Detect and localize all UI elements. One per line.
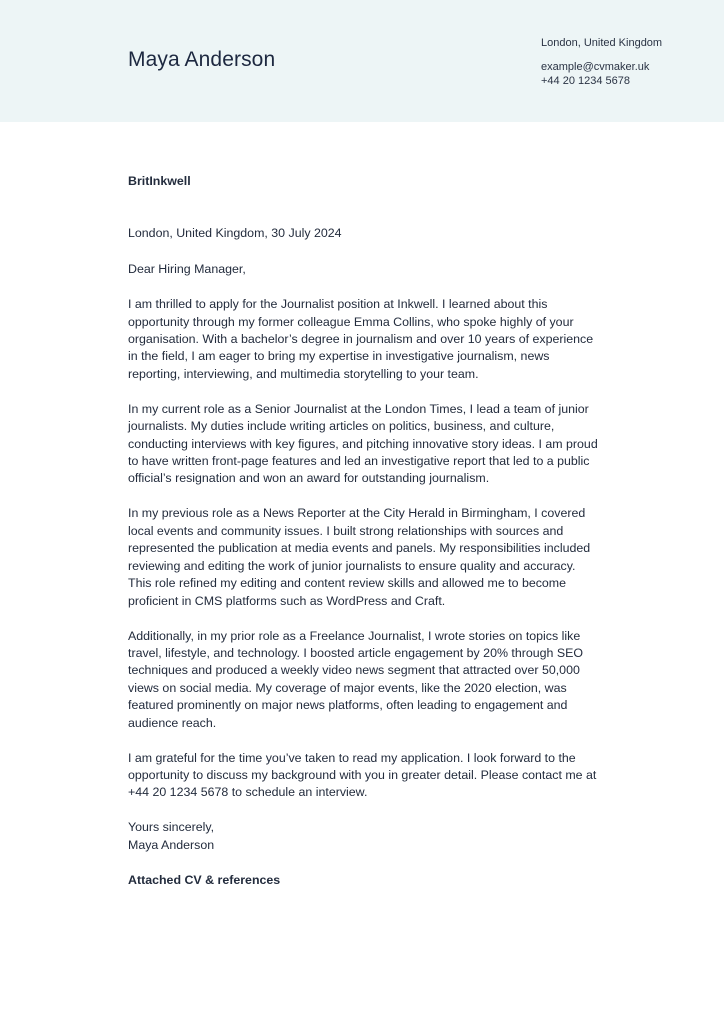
sender-email: example@cvmaker.uk xyxy=(541,61,650,73)
complimentary-close: Yours sincerely, xyxy=(128,820,215,835)
paragraph-current-role: In my current role as a Senior Journalist at the London Times, I lead a team of junior journalists. My duties include writing articles on politics, business, and culture, conducting interviews with key figures, and pitching innovative story ideas. I am proud to have written front-page features and led an investigative report that led to a public official’s resignation and won an award for outstanding journalism. xyxy=(128,401,598,486)
sender-name: Maya Anderson xyxy=(128,48,276,71)
attachment-note: Attached CV & references xyxy=(128,872,281,887)
sender-location: London, United Kingdom xyxy=(541,37,663,49)
letter-body xyxy=(128,173,598,889)
letter-header xyxy=(0,0,724,122)
paragraph-previous-role: In my previous role as a News Reporter at the City Herald in Birmingham, I covered local events and community issues. I built strong relationships with sources and represented the publication at media events and panels. My responsibilities included reviewing and editing the work of junior journalists to ensure quality and accuracy. This role refined my editing and content review skills and allowed me to become proficient in CMS platforms such as WordPress and Craft. xyxy=(128,506,591,608)
paragraph-closing-remarks: I am grateful for the time you’ve taken to read my application. I look forward to the opportunity to discuss my background with you in greater detail. Please contact me at +44 20 1234 5678 to schedule an interview. xyxy=(128,750,597,800)
signature-name: Maya Anderson xyxy=(128,837,215,852)
contact-details xyxy=(541,36,662,88)
paragraph-freelance-role: Additionally, in my prior role as a Freelance Journalist, I wrote stories on topics like travel, lifestyle, and technology. I boosted article engagement by 20% through SEO techniques and produced a weekly video news segment that attracted over 50,000 views on social media. My coverage of major events, like the 2020 election, was featured prominently on major news platforms, often leading to engagement and audience reach. xyxy=(128,628,584,730)
place-and-date: London, United Kingdom, 30 July 2024 xyxy=(128,226,342,241)
recipient-company: BritInkwell xyxy=(128,174,191,188)
contact-spacer xyxy=(541,50,662,60)
salutation: Dear Hiring Manager, xyxy=(128,261,246,276)
paragraph-intro: I am thrilled to apply for the Journalist position at Inkwell. I learned about this opportunity through my former colleague Emma Collins, who spoke highly of your organisation. With a bachelor’s degree in journalism and over 10 years of experience in the field, I am eager to bring my expertise in investigative journalism, news reporting, interviewing, and multimedia storytelling to your team. xyxy=(128,297,594,381)
sender-phone: +44 20 1234 5678 xyxy=(541,75,631,87)
